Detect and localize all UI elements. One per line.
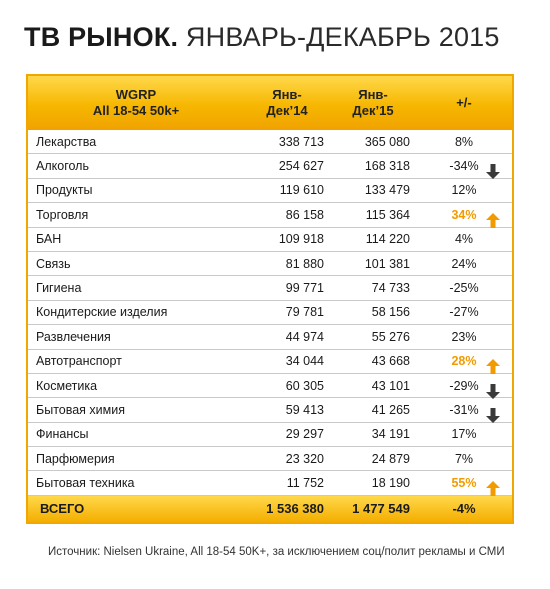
row-change-cell [416, 305, 512, 319]
row-v14: 60 305 [285, 378, 324, 393]
row-v14: 23 320 [285, 451, 324, 466]
header-v14-line2: Дек’14 [266, 103, 308, 118]
row-v14: 44 974 [285, 329, 324, 344]
arrow-up-icon [486, 481, 500, 496]
header-name-line1: WGRP [115, 87, 157, 102]
total-change: -4% [452, 501, 476, 517]
row-category: Развлечения [36, 329, 111, 344]
row-v14: 59 413 [285, 402, 324, 417]
header-change: +/- [456, 95, 472, 110]
row-change: -27% [449, 305, 479, 320]
row-v15: 101 381 [364, 256, 410, 271]
row-category: Бытовая химия [36, 402, 125, 417]
row-v15: 41 265 [371, 402, 410, 417]
table-row [28, 398, 512, 422]
table-row [28, 374, 512, 398]
row-v14: 254 627 [278, 159, 324, 174]
row-category: Торговля [36, 207, 89, 222]
row-category: Продукты [36, 183, 93, 198]
arrow-up-icon [486, 359, 500, 374]
row-v14: 119 610 [279, 183, 324, 198]
table-row [28, 252, 512, 276]
row-v14: 11 752 [286, 476, 324, 491]
row-v14: 109 918 [278, 232, 324, 247]
arrow-down-icon [486, 164, 500, 179]
arrow-down-icon [486, 408, 500, 423]
page-title [24, 22, 500, 53]
row-v15: 43 668 [371, 354, 410, 369]
table-row [28, 154, 512, 178]
row-v15: 34 191 [371, 427, 410, 442]
row-change-cell [416, 427, 512, 441]
header-v14 [244, 87, 330, 119]
row-change-cell [416, 476, 512, 490]
header-v15 [330, 87, 416, 119]
row-v15: 58 156 [371, 305, 410, 320]
row-change: 28% [451, 354, 477, 369]
row-change: -29% [449, 378, 479, 393]
row-v14: 29 297 [285, 427, 324, 442]
row-category: Лекарства [36, 134, 97, 149]
row-v15: 133 479 [364, 183, 410, 198]
row-change: 8% [454, 134, 474, 149]
row-change-cell [416, 257, 512, 271]
total-v14: 1 536 380 [266, 501, 324, 517]
row-change-cell [416, 183, 512, 197]
row-change: 17% [451, 427, 477, 442]
row-change: -25% [449, 281, 479, 296]
row-change-cell [416, 330, 512, 344]
table-row [28, 471, 512, 495]
row-v14: 79 781 [285, 305, 324, 320]
row-change: 34% [451, 207, 477, 222]
page-title-bold: ТВ РЫНОК. [24, 22, 179, 52]
total-v15: 1 477 549 [352, 501, 410, 517]
table-row [28, 203, 512, 227]
total-label: ВСЕГО [40, 501, 85, 517]
row-v14: 81 880 [285, 256, 324, 271]
row-change-cell [416, 452, 512, 466]
row-change: 7% [454, 451, 474, 466]
table-header [28, 76, 512, 130]
row-change-cell [416, 232, 512, 246]
row-v14: 338 713 [278, 134, 324, 149]
table-body [28, 130, 512, 496]
row-v14: 34 044 [285, 354, 324, 369]
table-row [28, 179, 512, 203]
table-row [28, 276, 512, 300]
arrow-up-icon [486, 213, 500, 228]
row-change-cell [416, 135, 512, 149]
row-v15: 114 220 [365, 232, 410, 247]
page-title-rest: ЯНВАРЬ-ДЕКАБРЬ 2015 [185, 22, 500, 52]
row-category: Автотранспорт [36, 354, 122, 369]
row-change: 23% [451, 329, 477, 344]
row-category: Парфюмерия [36, 451, 115, 466]
table-row [28, 301, 512, 325]
row-category: Связь [36, 256, 71, 271]
row-change: -34% [449, 159, 479, 174]
row-change: 55% [451, 476, 477, 491]
row-category: Алкоголь [36, 159, 89, 174]
row-v15: 55 276 [371, 329, 410, 344]
row-category: Гигиена [36, 281, 82, 296]
table-row [28, 423, 512, 447]
row-category: Финансы [36, 427, 89, 442]
row-category: БАН [36, 232, 62, 247]
header-name [28, 87, 244, 119]
row-v15: 18 190 [371, 476, 410, 491]
row-change-cell [416, 208, 512, 222]
row-change-cell [416, 281, 512, 295]
wgrp-table [26, 74, 514, 524]
row-change: -31% [449, 402, 479, 417]
table-row [28, 325, 512, 349]
row-category: Кондитерские изделия [36, 305, 168, 320]
source-note: Источник: Nielsen Ukraine, All 18-54 50K+, за исключением соц/полит рекламы и СМИ [48, 546, 505, 558]
row-change: 24% [451, 256, 477, 271]
row-change-cell [416, 354, 512, 368]
row-v15: 74 733 [371, 281, 410, 296]
table-row [28, 350, 512, 374]
row-v15: 168 318 [364, 159, 410, 174]
row-change-cell [416, 379, 512, 393]
row-v15: 365 080 [364, 134, 410, 149]
total-row [28, 496, 512, 522]
table-row [28, 447, 512, 471]
row-v15: 24 879 [371, 451, 410, 466]
row-change-cell [416, 159, 512, 173]
header-name-line2: All 18-54 50k+ [92, 103, 180, 118]
row-category: Бытовая техника [36, 476, 135, 491]
row-change-cell [416, 403, 512, 417]
row-change: 4% [454, 232, 474, 247]
arrow-down-icon [486, 384, 500, 399]
row-v14: 86 158 [285, 207, 324, 222]
row-change: 12% [451, 183, 477, 198]
table-row [28, 130, 512, 154]
header-v15-line1: Янв- [358, 87, 388, 102]
row-v15: 115 364 [365, 207, 410, 222]
row-category: Косметика [36, 378, 98, 393]
row-v15: 43 101 [371, 378, 410, 393]
header-v15-line2: Дек’15 [352, 103, 394, 118]
header-v14-line1: Янв- [272, 87, 302, 102]
row-v14: 99 771 [285, 281, 324, 296]
table-row [28, 228, 512, 252]
